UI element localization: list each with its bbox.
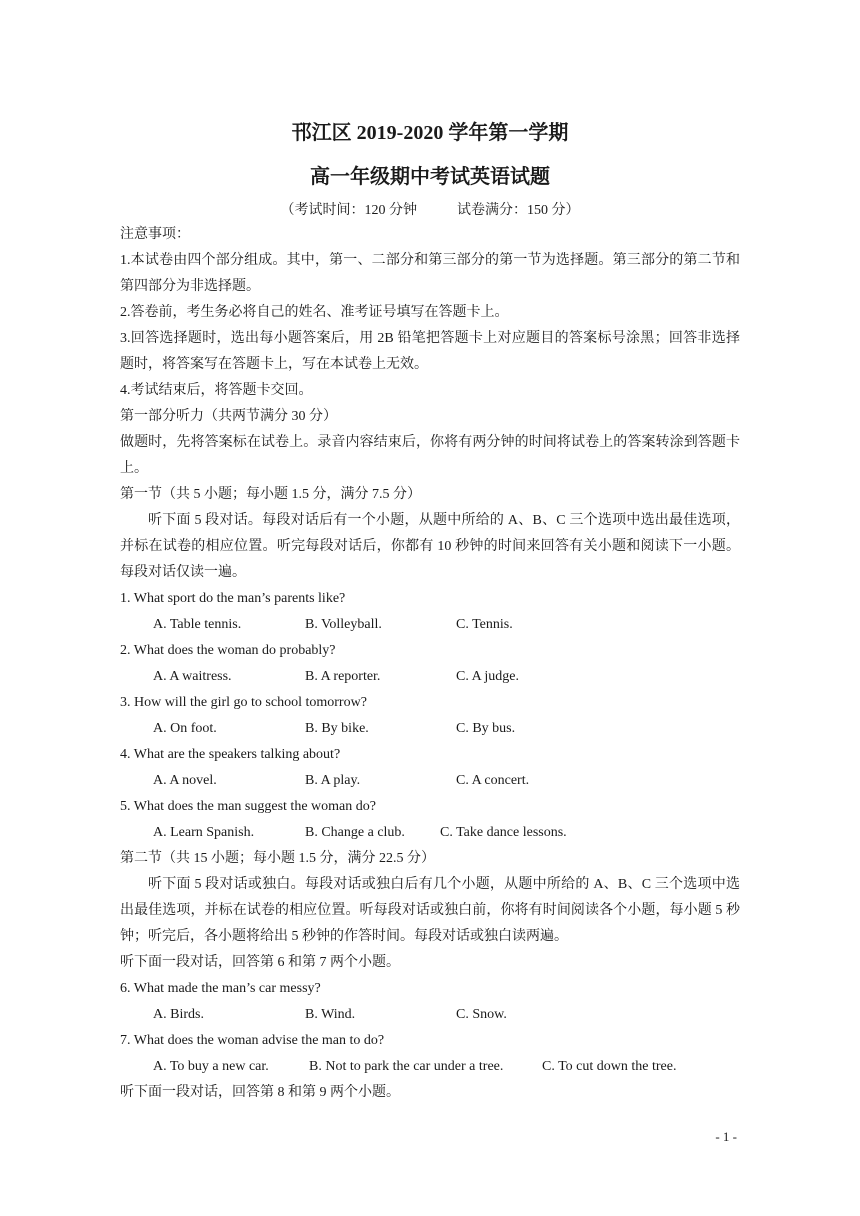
question-7-options <box>120 1054 740 1080</box>
option-c: C. Take dance lessons. <box>440 825 567 840</box>
option-c: C. A judge. <box>456 669 520 684</box>
option-a: A. Birds. <box>153 1007 204 1022</box>
section1-heading: 第一节（共 5 小题；每小题 1.5 分，满分 7.5 分） <box>120 487 421 502</box>
exam-title-line2: 高一年级期中考试英语试题 <box>310 166 550 188</box>
notice-item-4: 4.考试结束后，将答题卡交回。 <box>120 383 313 398</box>
option-b: B. Volleyball. <box>305 617 382 632</box>
section1-instruction: 听下面 5 段对话。每段对话后有一个小题，从题中所给的 A、B、C 三个选项中选出最佳选项，并标在试卷的相应位置。听完每段对话后，你都有 10 秒钟的时间来回答有关小题和阅读下一小题。每段对话仅读一遍。 <box>120 513 740 580</box>
question-3-options <box>120 716 740 742</box>
notice-item-3: 3.回答选择题时，选出每小题答案后，用 2B 铅笔把答题卡上对应题目的答案标号涂黑；回答非选择题时，将答案写在答题卡上，写在本试卷上无效。 <box>120 331 740 372</box>
option-a: A. Learn Spanish. <box>153 825 255 840</box>
part1-heading: 第一部分听力（共两节满分 30 分） <box>120 409 337 424</box>
question-6-options <box>120 1002 740 1028</box>
exam-info <box>0 199 860 219</box>
option-b: B. Wind. <box>305 1007 356 1022</box>
question-4: 4. What are the speakers talking about? <box>120 747 341 762</box>
option-a: A. A novel. <box>153 773 217 788</box>
notice-item-1: 1.本试卷由四个部分组成。其中，第一、二部分和第三部分的第一节为选择题。第三部分的第二节和第四部分为非选择题。 <box>120 253 740 294</box>
option-c: C. To cut down the tree. <box>542 1059 677 1074</box>
option-a: A. Table tennis. <box>153 617 242 632</box>
question-6: 6. What made the man’s car messy? <box>120 981 321 996</box>
question-7: 7. What does the woman advise the man to do? <box>120 1033 385 1048</box>
option-b: B. A play. <box>305 773 361 788</box>
option-c: C. Tennis. <box>456 617 513 632</box>
question-2: 2. What does the woman do probably? <box>120 643 336 658</box>
question-5-options <box>120 820 740 846</box>
dialog-8-9-intro: 听下面一段对话，回答第 8 和第 9 两个小题。 <box>120 1085 400 1100</box>
option-b: B. Change a club. <box>305 825 405 840</box>
section2-instruction: 听下面 5 段对话或独白。每段对话或独白后有几个小题，从题中所给的 A、B、C 三个选项中选出最佳选项，并标在试卷的相应位置。听每段对话或独白前，你将有时间阅读各个小题，每小题 5 秒钟；听完后，各小题将给出 5 秒钟的作答时间。每段对话或独白读两遍。 <box>120 877 740 944</box>
option-a: A. A waitress. <box>153 669 232 684</box>
question-2-options <box>120 664 740 690</box>
section2-heading: 第二节（共 15 小题；每小题 1.5 分，满分 22.5 分） <box>120 851 435 866</box>
exam-time: （考试时间：120 分钟 <box>280 203 417 218</box>
option-c: C. By bus. <box>456 721 516 736</box>
option-b: B. A reporter. <box>305 669 381 684</box>
option-b: B. By bike. <box>305 721 369 736</box>
notice-heading: 注意事项： <box>120 227 190 242</box>
full-score: 试卷满分：150 分） <box>457 203 580 218</box>
question-4-options <box>120 768 740 794</box>
option-a: A. To buy a new car. <box>153 1059 269 1074</box>
exam-content <box>120 222 740 1106</box>
question-3: 3. How will the girl go to school tomorrow? <box>120 695 367 710</box>
dialog-6-7-intro: 听下面一段对话，回答第 6 和第 7 两个小题。 <box>120 955 400 970</box>
question-5: 5. What does the man suggest the woman do? <box>120 799 376 814</box>
page-number: - 1 - <box>715 1129 737 1144</box>
notice-item-2: 2.答卷前，考生务必将自己的姓名、准考证号填写在答题卡上。 <box>120 305 509 320</box>
question-1-options <box>120 612 740 638</box>
option-c: C. A concert. <box>456 773 530 788</box>
question-1: 1. What sport do the man’s parents like? <box>120 591 346 606</box>
option-a: A. On foot. <box>153 721 217 736</box>
option-b: B. Not to park the car under a tree. <box>309 1059 504 1074</box>
option-c: C. Snow. <box>456 1007 507 1022</box>
part1-instruction: 做题时，先将答案标在试卷上。录音内容结束后，你将有两分钟的时间将试卷上的答案转涂到答题卡上。 <box>120 435 740 476</box>
exam-title-line1: 邗江区 2019-2020 学年第一学期 <box>291 122 569 144</box>
